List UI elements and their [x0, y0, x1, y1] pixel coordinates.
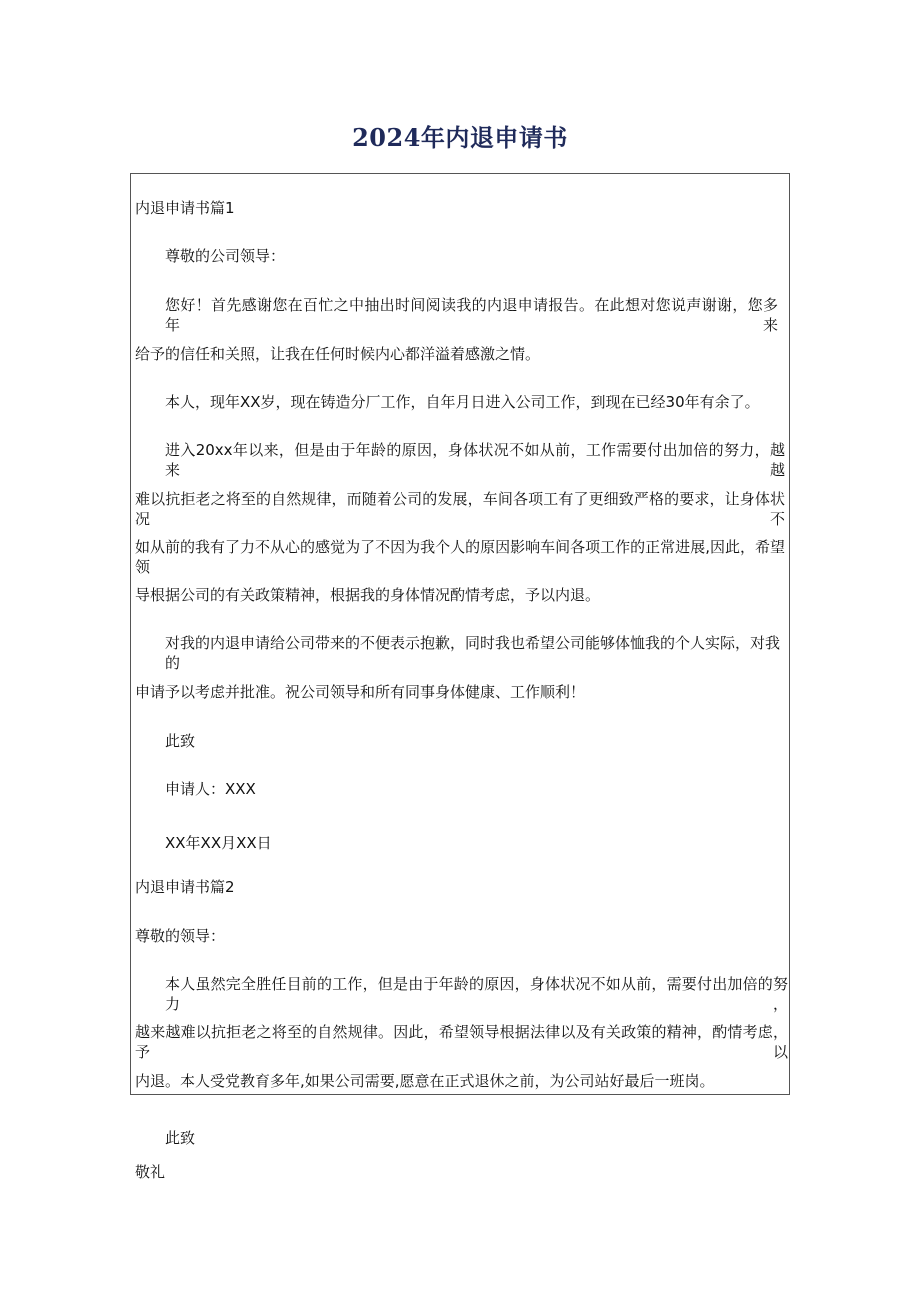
date-line: XX年XX月XX日 [165, 834, 272, 852]
salutation-2: 尊敬的领导： [135, 927, 226, 945]
paragraph-line: 如从前的我有了力不从心的感觉为了不因为我个人的原因影响车间各项工作的正常进展,因此，希望领 [135, 538, 785, 576]
closing-1: 此致 [165, 732, 196, 750]
paragraph-line: 进入20xx年以来，但是由于年龄的原因，身体状况不如从前，工作需要付出加倍的努力，越来越 [165, 441, 785, 479]
closing-2: 此致 [165, 1129, 196, 1147]
section-heading-1: 内退申请书篇1 [135, 199, 235, 217]
paragraph-line: 给予的信任和关照，让我在任何时候内心都洋溢着感激之情。 [135, 345, 541, 363]
paragraph-line: 内退。本人受党教育多年,如果公司需要,愿意在正式退休之前，为公司站好最后一班岗。 [135, 1072, 715, 1090]
paragraph-line: 导根据公司的有关政策精神，根据我的身体情况酌情考虑，予以内退。 [135, 586, 601, 604]
regards-line: 敬礼 [135, 1163, 166, 1181]
paragraph-line: 对我的内退申请给公司带来的不便表示抱歉，同时我也希望公司能够体恤我的个人实际，对我的 [165, 634, 781, 672]
section-heading-2: 内退申请书篇2 [135, 878, 235, 896]
paragraph-line: 您好！首先感谢您在百忙之中抽出时间阅读我的内退申请报告。在此想对您说声谢谢，您多年来 [165, 296, 778, 334]
applicant-line: 申请人：XXX [165, 780, 256, 798]
paragraph-line: 本人虽然完全胜任目前的工作，但是由于年龄的原因，身体状况不如从前，需要付出加倍的努力， [165, 975, 788, 1013]
paragraph-line: 难以抗拒老之将至的自然规律，而随着公司的发展，车间各项工有了更细致严格的要求，让身体状况不 [135, 490, 785, 528]
document-title: 2024年内退申请书 [352, 123, 568, 152]
paragraph-line: 申请予以考虑并批准。祝公司领导和所有同事身体健康、工作顺利！ [135, 683, 586, 701]
paragraph-line: 越来越难以抗拒老之将至的自然规律。因此，希望领导根据法律以及有关政策的精神，酌情考虑，予以 [135, 1023, 788, 1061]
salutation-1: 尊敬的公司领导： [165, 247, 286, 265]
paragraph-line: 本人，现年XX岁，现在铸造分厂工作，自年月日进入公司工作，到现在已经30年有余了。 [165, 393, 760, 411]
